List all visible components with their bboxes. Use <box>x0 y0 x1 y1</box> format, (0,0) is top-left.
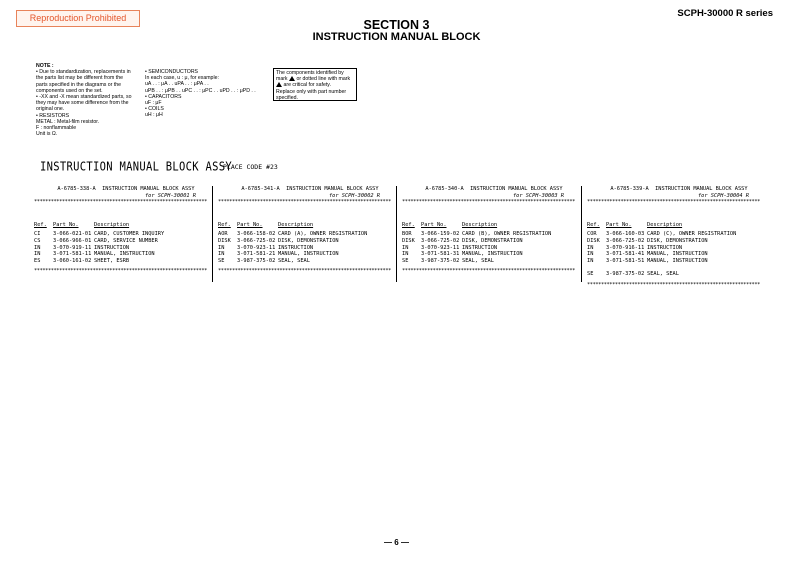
part-number-cell: 3-066-158-02 <box>237 231 276 238</box>
ref-cell: IN <box>587 251 594 258</box>
page-number: — 6 — <box>384 538 409 547</box>
note-line: the parts list may be different from the <box>36 75 123 82</box>
part-number-cell: 3-987-375-02 <box>421 257 460 264</box>
description-cell: MANUAL, INSTRUCTION <box>647 251 708 258</box>
semiconductor-note-line: uF : μF <box>145 100 162 107</box>
description-cell: INSTRUCTION <box>94 244 130 251</box>
note-line: parts specified in the diagrams or the <box>36 81 122 88</box>
heading-ref: Ref. <box>34 221 47 228</box>
parts-rows <box>587 231 771 264</box>
description-cell: INSTRUCTION <box>462 244 498 251</box>
description-cell: SEAL, SEAL <box>278 257 310 264</box>
table-row <box>587 251 771 258</box>
parts-rows <box>218 231 402 264</box>
warning-line: specified. <box>276 94 298 101</box>
part-number-cell: 3-070-919-11 <box>53 244 92 251</box>
asterisk-rule: ************************************************************** <box>34 268 207 275</box>
place-code: PLACE CODE #23 <box>223 163 278 171</box>
note-line: F : nonflammable <box>36 125 77 132</box>
assy-header: A-6785-339-A INSTRUCTION MANUAL BLOCK ASSY <box>610 186 748 192</box>
note-line: original one. <box>36 106 65 113</box>
table-row <box>218 245 402 252</box>
warning-triangle-icon <box>276 82 282 87</box>
reproduction-prohibited-stamp: Reproduction Prohibited <box>16 10 140 27</box>
heading-part-no: Part No. <box>237 221 263 228</box>
assy-model: for SCPH-30004 R <box>697 192 749 199</box>
table-row <box>34 231 218 238</box>
asterisk-rule: ************************************************************** <box>587 199 760 206</box>
ref-cell: DISK <box>402 237 415 244</box>
parts-rows <box>34 231 218 264</box>
semiconductor-note-line: In each case, u : μ, for example: <box>145 75 219 82</box>
warning-critical-text: are critical for safety. <box>283 82 331 89</box>
ref-cell: IN <box>34 244 41 251</box>
ref-cell: IN <box>218 244 225 251</box>
part-number-cell: 3-066-966-01 <box>53 237 92 244</box>
safety-warning-box <box>273 68 357 101</box>
part-number-cell: 3-066-021-01 <box>53 231 92 238</box>
part-number-cell: 3-070-916-11 <box>606 244 645 251</box>
description-cell: CARD, CUSTOMER INQUIRY <box>94 231 165 238</box>
asterisk-rule: ************************************************************** <box>218 199 391 206</box>
heading-part-no: Part No. <box>421 221 447 228</box>
table-row <box>587 238 771 245</box>
description-cell: CARD (A), OWNER REGISTRATION <box>278 231 368 238</box>
table-row <box>34 258 218 265</box>
table-row <box>402 258 586 265</box>
note-line: • RESISTORS <box>36 112 70 119</box>
section-number: SECTION 3 <box>363 18 430 32</box>
table-row <box>402 231 586 238</box>
description-cell: INSTRUCTION <box>647 244 683 251</box>
semiconductor-note-line: • CAPACITORS <box>145 93 182 100</box>
warning-line: The components identified by <box>276 70 344 76</box>
description-cell: DISK, DEMONSTRATION <box>462 237 523 244</box>
description-cell: CARD, SERVICE NUMBER <box>94 237 158 244</box>
heading-part-no: Part No. <box>53 221 79 228</box>
parts-rows <box>402 231 586 264</box>
ref-cell: SE <box>402 257 409 264</box>
table-row <box>218 251 402 258</box>
part-number-cell: 3-071-581-51 <box>606 257 645 264</box>
ref-cell: IN <box>402 251 409 258</box>
section-title: INSTRUCTION MANUAL BLOCK <box>312 31 481 43</box>
table-row <box>402 245 586 252</box>
heading-description: Description <box>647 221 683 228</box>
ref-cell: IN <box>218 251 225 258</box>
ref-cell: IN <box>587 244 594 251</box>
assy-model: for SCPH-30002 R <box>328 192 380 199</box>
ref-cell: IN <box>34 251 41 258</box>
note-line: Unit is Ω. <box>36 131 58 138</box>
semiconductor-note-line: • SEMICONDUCTORS <box>145 69 199 75</box>
ref-cell: AOR <box>218 231 228 238</box>
part-number-cell: 3-066-725-02 <box>237 237 276 244</box>
description-cell: DISK, DEMONSTRATION <box>647 237 708 244</box>
ref-cell: SE <box>218 257 225 264</box>
warning-line: Replace only with part number <box>276 88 347 95</box>
column-divider <box>396 186 397 282</box>
table-row <box>218 258 402 265</box>
asterisk-rule: ************************************************************** <box>402 199 575 206</box>
series-label: SCPH-30000 R series <box>677 8 773 19</box>
table-row <box>34 251 218 258</box>
ref-cell: IN <box>402 244 409 251</box>
ref-cell: CS <box>34 237 41 244</box>
column-divider <box>581 186 582 282</box>
parts-column <box>34 186 218 275</box>
column-headings <box>218 222 402 229</box>
block-assy-title: INSTRUCTION MANUAL BLOCK ASSY <box>40 160 233 174</box>
table-row <box>402 251 586 258</box>
warning-triangle-icon <box>289 76 295 81</box>
assy-header: A-6785-340-A INSTRUCTION MANUAL BLOCK ASSY <box>425 186 563 192</box>
description-cell: SHEET, ESRB <box>94 257 130 264</box>
part-number-cell: 3-066-725-02 <box>606 237 645 244</box>
part-number-cell: 3-987-375-02 <box>606 270 645 277</box>
notes-block <box>36 63 132 137</box>
semiconductor-note-line: uH : μH <box>145 112 163 119</box>
note-lines <box>36 69 132 137</box>
description-cell: MANUAL, INSTRUCTION <box>647 257 708 264</box>
description-cell: DISK, DEMONSTRATION <box>278 237 339 244</box>
ref-cell: ES <box>34 257 41 264</box>
table-row <box>34 245 218 252</box>
table-row <box>402 238 586 245</box>
description-cell: INSTRUCTION <box>278 244 314 251</box>
part-number-cell: 3-071-581-21 <box>237 251 276 258</box>
parts-column <box>402 186 586 275</box>
column-headings <box>402 222 586 229</box>
parts-column <box>218 186 402 275</box>
note-line: components used on the set. <box>36 87 103 94</box>
note-line: • -XX and -X mean standardized parts, so <box>36 94 132 101</box>
asterisk-rule: ************************************************************** <box>34 199 207 206</box>
heading-ref: Ref. <box>402 221 415 228</box>
part-number-cell: 3-070-923-11 <box>237 244 276 251</box>
semiconductor-note-line: • COILS <box>145 106 164 113</box>
column-headings <box>34 222 218 229</box>
description-cell: MANUAL, INSTRUCTION <box>278 251 339 258</box>
heading-ref: Ref. <box>587 221 600 228</box>
ref-cell: CI <box>34 231 41 238</box>
ref-cell: DISK <box>218 237 231 244</box>
heading-ref: Ref. <box>218 221 231 228</box>
semiconductor-note-line: uPB . . : μPB . . uPC . . : μPC . . uPD . . : μPD . . <box>145 87 256 94</box>
part-number-cell: 3-066-160-03 <box>606 231 645 238</box>
note-line: they may have some difference from the <box>36 100 129 107</box>
ref-cell: DISK <box>587 237 600 244</box>
note-line: METAL : Metal-film resistor. <box>36 118 100 125</box>
assy-model: for SCPH-30003 R <box>512 192 564 199</box>
table-row <box>587 271 771 278</box>
description-cell: MANUAL, INSTRUCTION <box>462 251 523 258</box>
part-number-cell: 3-066-725-02 <box>421 237 460 244</box>
heading-description: Description <box>278 221 314 228</box>
ref-cell: COR <box>587 231 597 238</box>
ref-cell: SE <box>587 270 594 277</box>
table-row <box>218 231 402 238</box>
table-row <box>34 238 218 245</box>
extra-parts-rows <box>587 271 771 278</box>
description-cell: MANUAL, INSTRUCTION <box>94 251 155 258</box>
assy-header: A-6785-338-A INSTRUCTION MANUAL BLOCK ASSY <box>57 186 195 192</box>
asterisk-rule: ************************************************************** <box>402 268 575 275</box>
heading-description: Description <box>94 221 130 228</box>
parts-column <box>587 186 771 288</box>
description-cell: CARD (C), OWNER REGISTRATION <box>647 231 737 238</box>
column-divider <box>212 186 213 282</box>
table-row <box>587 258 771 265</box>
semiconductor-notes <box>145 69 256 119</box>
note-line: • Due to standardization, replacements in <box>36 69 131 76</box>
warning-mark-text: mark <box>276 76 288 83</box>
asterisk-rule: ************************************************************** <box>587 281 760 288</box>
heading-description: Description <box>462 221 498 228</box>
part-number-cell: 3-071-581-41 <box>606 251 645 258</box>
column-headings <box>587 222 771 229</box>
note-heading: NOTE : <box>36 63 54 69</box>
part-number-cell: 3-071-581-31 <box>421 251 460 258</box>
assy-model: for SCPH-30001 R <box>144 192 196 199</box>
description-cell: SEAL, SEAL <box>647 270 679 277</box>
table-row <box>587 231 771 238</box>
ref-cell: BOR <box>402 231 412 238</box>
part-number-cell: 3-066-159-02 <box>421 231 460 238</box>
part-number-cell: 3-070-923-11 <box>421 244 460 251</box>
description-cell: SEAL, SEAL <box>462 257 494 264</box>
part-number-cell: 3-071-581-11 <box>53 251 92 258</box>
ref-cell: IN <box>587 257 594 264</box>
table-row <box>587 245 771 252</box>
asterisk-rule: ************************************************************** <box>218 268 391 275</box>
table-row <box>218 238 402 245</box>
part-number-cell: 3-060-161-02 <box>53 257 92 264</box>
warning-mark-text-2: or dotted line with mark <box>296 76 351 83</box>
part-number-cell: 3-987-375-02 <box>237 257 276 264</box>
semiconductor-note-line: uA . . : μA . . uPA . . : μPA . . <box>145 81 209 88</box>
description-cell: CARD (B), OWNER REGISTRATION <box>462 231 552 238</box>
assy-header: A-6785-341-A INSTRUCTION MANUAL BLOCK ASSY <box>241 186 379 192</box>
heading-part-no: Part No. <box>606 221 632 228</box>
